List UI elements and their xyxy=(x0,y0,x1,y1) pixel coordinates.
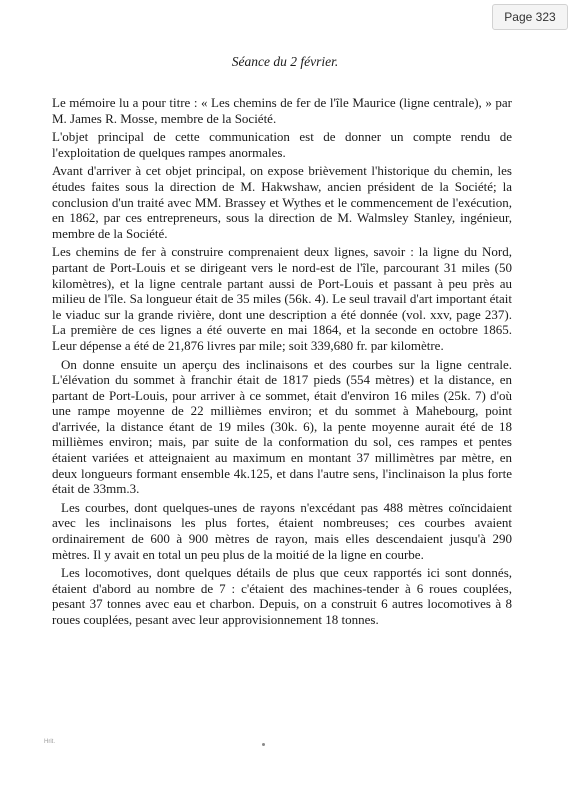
page-number-badge: Page 323 xyxy=(492,4,568,30)
session-heading: Séance du 2 février. xyxy=(231,54,339,69)
paragraph-historique: Avant d'arriver à cet objet principal, on expose brièvement l'historique du chemin, les études faites sous la direction de M. Hakwshaw, ancien président de la Société; la conclusion d'un traité avec MM. Brassey et Wythes et le commencement de l'exécution, en 1862, par ces entrepreneurs, sous la direction de M. Walmsley Stanley, ingénieur, membre de la Société. xyxy=(52,163,512,241)
paragraph-locomotives: Les locomotives, dont quelques détails de plus que ceux rapportés ici sont donnés, étaient d'abord au nombre de 7 : c'étaient des machines-tender à 6 roues couplées, pesant 37 tonnes avec eau et charbon. Depuis, on a construit 6 autres locomotives à 8 roues couplées, pesant avec leur approvisionnement 18 tonnes. xyxy=(52,565,512,627)
paragraph-title-memoire: Le mémoire lu a pour titre : « Les chemins de fer de l'île Maurice (ligne centrale), » par M. James R. Mosse, membre de la Société. xyxy=(52,95,512,126)
paragraph-inclinaisons: On donne ensuite un aperçu des inclinaisons et des courbes sur la ligne centrale. L'élévation du sommet à franchir était de 1817 pieds (554 mètres) et la distance, en partant de Port-Louis, pour arriver à ce sommet, était d'environ 16 miles (25k. 7) d'où une rampe moyenne de 22 millièmes environ; et du sommet à Mahebourg, point d'arrivée, la distance étant de 19 miles (30k. 6), la pente moyenne aurait été de 18 millièmes environ; mais, par suite de la conformation du sol, ces rampes et pentes étaient variées et atteignaient au maximum en montant 37 millimètres par mètre, en deux longueurs formant ensemble 4k.125, et dans l'autre sens, l'inclinaison la plus forte était de 33mm.3. xyxy=(52,356,512,497)
paragraph-lignes: Les chemins de fer à construire comprenaient deux lignes, savoir : la ligne du Nord, partant de Port-Louis et se dirigeant vers le nord-est de l'île, parcourant 31 miles (50 kilomètres), et la ligne centrale partant aussi de Port-Louis et passant à peu près au milieu de l'île. Sa longueur était de 35 miles (56k. 4). Le seul travail d'art important était le viaduc sur la grande rivière, dont une description a été donnée (vol. xxv, page 237). La première de ces lignes a été ouverte en mai 1864, et la seconde en octobre 1865. Leur dépense a été de 21,876 livres par mile; soit 339,680 fr. par kilomètre. xyxy=(52,244,512,353)
document-body xyxy=(52,95,512,628)
paragraph-courbes: Les courbes, dont quelques-unes de rayons n'excédant pas 488 mètres coïncidaient avec les inclinaisons les plus fortes, étaient nombreuses; ces courbes avaient ordinairement de 600 à 900 mètres de rayon, mais elles descendaient jusqu'à 290 mètres. Il y avait en total un peu plus de la moitié de la ligne en courbe. xyxy=(52,499,512,562)
paragraph-objet: L'objet principal de cette communication est de donner un compte rendu de l'exploitation de quelques rampes anormales. xyxy=(52,129,512,160)
margin-annotation: Hrit. xyxy=(44,739,55,745)
ink-dot xyxy=(262,743,265,746)
